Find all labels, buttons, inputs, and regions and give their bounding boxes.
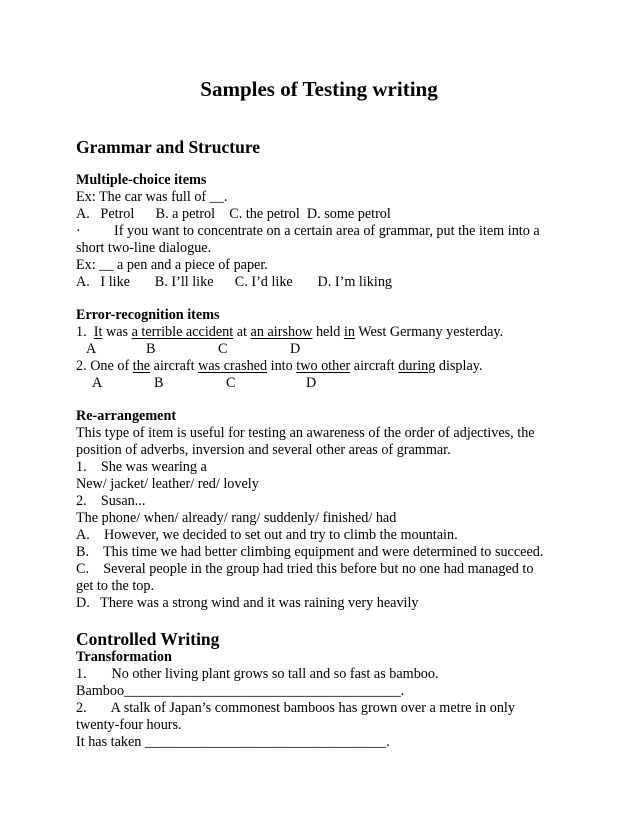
error-sentence-1: 1. It was a terrible accident at an airshow held in West Germany yesterday. xyxy=(76,324,504,340)
underline-b: a terrible accident xyxy=(131,324,234,340)
transformation-item-2-line-1: 2. A stalk of Japan’s commonest bamboos has grown over a metre in only xyxy=(76,700,515,716)
ra-sentence-a: A. However, we decided to set out and try to climb the mountain. xyxy=(76,527,458,543)
option-letter: D xyxy=(290,341,301,357)
mc-note-line-1: If you want to concentrate on a certain area of grammar, put the item into a xyxy=(114,223,540,239)
mc-example-2: Ex: __ a pen and a piece of paper. xyxy=(76,257,268,273)
ra-sentence-c-line-1: C. Several people in the group had tried this before but no one had managed to xyxy=(76,561,534,577)
subheading-re-arrangement: Re-arrangement xyxy=(76,408,177,424)
mc-options-2: A. I like B. I’ll like C. I’d like D. I’m liking xyxy=(76,274,393,290)
document-title: Samples of Testing writing xyxy=(200,77,438,101)
subheading-error-recognition: Error-recognition items xyxy=(76,307,220,323)
ra-sentence-b: B. This time we had better climbing equipment and were determined to succeed. xyxy=(76,544,544,560)
ra-item-2: 2. Susan... xyxy=(76,493,146,509)
underline-c: an airshow xyxy=(250,324,313,340)
option-letter: C xyxy=(226,375,236,391)
ra-sentence-c-line-2: get to the top. xyxy=(76,578,155,594)
underline-d: in xyxy=(343,324,355,340)
underline-b: was crashed xyxy=(198,358,268,374)
ra-sentence-d: D. There was a strong wind and it was raining very heavily xyxy=(76,595,419,611)
ra-paragraph-line-1: This type of item is useful for testing an awareness of the order of adjectives, the xyxy=(76,425,535,441)
ra-item-1: 1. She was wearing a xyxy=(76,459,207,475)
option-letter: B xyxy=(146,341,156,357)
option-letter: D xyxy=(306,375,317,391)
mc-note-line-2: short two-line dialogue. xyxy=(76,240,212,256)
transformation-item-2-line-2: twenty-four hours. xyxy=(76,717,182,733)
underline-c: two other xyxy=(296,358,351,374)
option-letter: A xyxy=(86,341,97,357)
option-letter: A xyxy=(92,375,103,391)
ra-item-2-words: The phone/ when/ already/ rang/ suddenly/ finished/ had xyxy=(76,510,397,526)
ra-item-1-words: New/ jacket/ leather/ red/ lovely xyxy=(76,476,259,492)
subheading-transformation: Transformation xyxy=(76,649,172,665)
subheading-multiple-choice: Multiple-choice items xyxy=(76,172,207,188)
transformation-answer-1: Bamboo_______________________________________. xyxy=(76,683,405,699)
mc-note-bullet: · xyxy=(76,223,81,239)
section-heading-controlled-writing: Controlled Writing xyxy=(76,629,220,649)
error-sentence-2: 2. One of the aircraft was crashed into two other aircraft during display. xyxy=(76,358,483,374)
underline-a: the xyxy=(132,358,151,374)
section-heading-grammar: Grammar and Structure xyxy=(76,137,261,157)
ra-paragraph-line-2: position of adverbs, inversion and several other areas of grammar. xyxy=(76,442,451,458)
transformation-answer-2: It has taken __________________________________. xyxy=(76,734,390,750)
mc-options-1: A. Petrol B. a petrol C. the petrol D. some petrol xyxy=(76,206,391,222)
option-letter: C xyxy=(218,341,228,357)
option-letter: B xyxy=(154,375,164,391)
underline-a: It xyxy=(93,324,103,340)
underline-d: during xyxy=(398,358,436,374)
mc-example-1: Ex: The car was full of __. xyxy=(76,189,228,205)
transformation-item-1: 1. No other living plant grows so tall and so fast as bamboo. xyxy=(76,666,439,682)
